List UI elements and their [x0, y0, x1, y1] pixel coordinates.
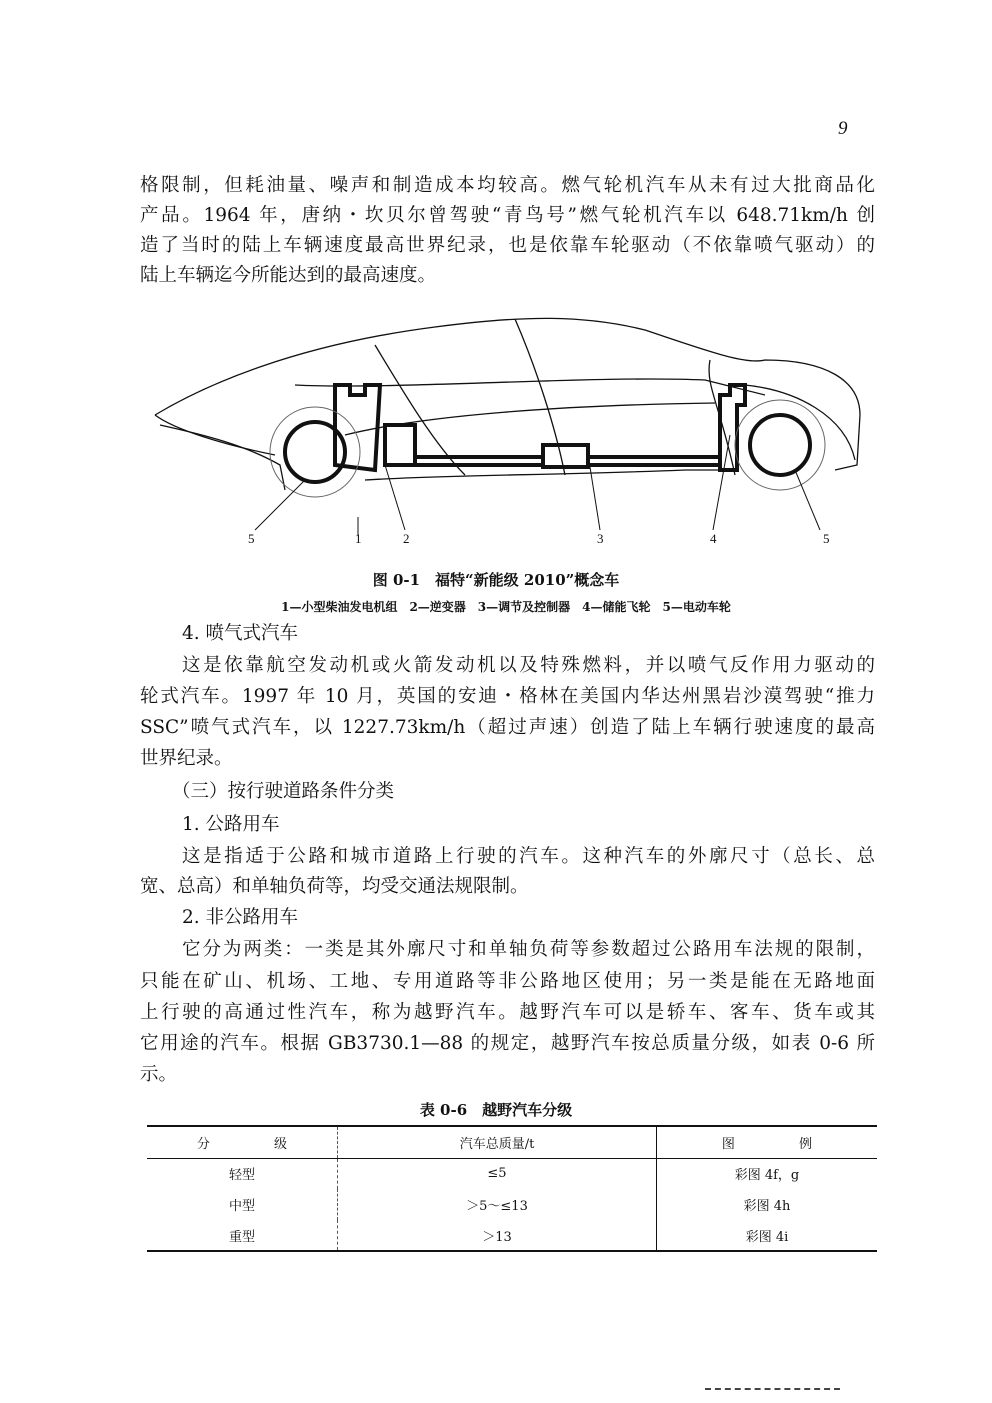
paragraph-line: 格限制，但耗油量、噪声和制造成本均较高。燃气轮机汽车从未有过大批商品化 [140, 175, 875, 196]
paragraph-line: 宽、总高）和单轴负荷等，均受交通法规限制。 [140, 876, 529, 897]
column-header: 图 例 [721, 1136, 813, 1152]
table-row [147, 1158, 877, 1189]
figure-caption: 图 0-1 福特“新能级 2010”概念车 [372, 571, 620, 589]
paragraph-line: 上行驶的高通过性汽车，称为越野汽车。越野汽车可以是轿车、客车、货车或其 [140, 1002, 875, 1023]
section-heading: 4. 喷气式汽车 [182, 623, 299, 644]
table-cell: 中型 [147, 1189, 338, 1220]
part-label: 5 [248, 531, 255, 546]
paragraph-line: 造了当时的陆上车辆速度最高世界纪录，也是依靠车轮驱动（不依靠喷气驱动）的 [140, 235, 875, 256]
part-label: 5 [823, 531, 830, 546]
table-cell: ≤5 [338, 1158, 657, 1189]
section-heading: 1. 公路用车 [182, 814, 280, 835]
paragraph-line: 只能在矿山、机场、工地、专用道路等非公路地区使用；另一类是能在无路地面 [140, 971, 875, 992]
paragraph-line: 这是指适于公路和城市道路上行驶的汽车。这种汽车的外廓尺寸（总长、总 [182, 846, 875, 867]
table-cell: 彩图 4h [743, 1199, 791, 1214]
column-header: 汽车总质量/t [338, 1126, 657, 1158]
offroad-classification-table [147, 1125, 877, 1252]
paragraph-line: 示。 [140, 1064, 178, 1085]
paragraph-line: 世界纪录。 [140, 748, 233, 769]
table-cell: 轻型 [147, 1158, 338, 1189]
table-cell: 重型 [147, 1220, 338, 1251]
table-caption: 表 0-6 越野汽车分级 [419, 1101, 573, 1119]
paragraph-line: 它用途的汽车。根据 GB3730.1—88 的规定，越野汽车按总质量分级，如表 0-6 所 [140, 1033, 875, 1054]
table-header-row [147, 1126, 877, 1158]
drivetrain [285, 385, 810, 482]
column-header: 分 级 [147, 1126, 338, 1158]
concept-car-figure [145, 305, 865, 560]
table-cell: 彩图 4i [745, 1229, 789, 1245]
paragraph-line: 这是依靠航空发动机或火箭发动机以及特殊燃料，并以喷气反作用力驱动的 [182, 655, 875, 676]
scan-artifact-divider [705, 1388, 840, 1393]
section-heading: 2. 非公路用车 [182, 907, 299, 928]
paragraph-line: 轮式汽车。1997 年 10 月，英国的安迪・格林在美国内华达州黑岩沙漠驾驶“推力 [140, 686, 875, 707]
page-number: 9 [838, 118, 848, 139]
part-label: 1 [355, 531, 362, 546]
part-label: 3 [597, 531, 604, 546]
figure-legend: 1—小型柴油发电机组 2—逆变器 3—调节及控制器 4—储能飞轮 5—电动车轮 [281, 600, 731, 614]
table-row [147, 1189, 877, 1220]
paragraph-line: 产品。1964 年，唐纳・坎贝尔曾驾驶“青鸟号”燃气轮机汽车以 648.71km/h 创 [140, 205, 875, 226]
section-heading: （三）按行驶道路条件分类 [172, 781, 395, 802]
paragraph-line: 它分为两类：一类是其外廓尺寸和单轴负荷等参数超过公路用车法规的限制， [182, 939, 875, 960]
part-label: 4 [710, 531, 717, 546]
table-cell: ＞5～≤13 [338, 1189, 657, 1220]
paragraph-line: SSC”喷气式汽车，以 1227.73km/h（超过声速）创造了陆上车辆行驶速度的最高 [140, 717, 875, 738]
table-cell: 彩图 4f，g [734, 1168, 800, 1184]
paragraph-line: 陆上车辆迄今所能达到的最高速度。 [140, 265, 437, 286]
part-label: 2 [403, 531, 410, 546]
table-row [147, 1220, 877, 1251]
table-cell: ＞13 [338, 1220, 657, 1251]
